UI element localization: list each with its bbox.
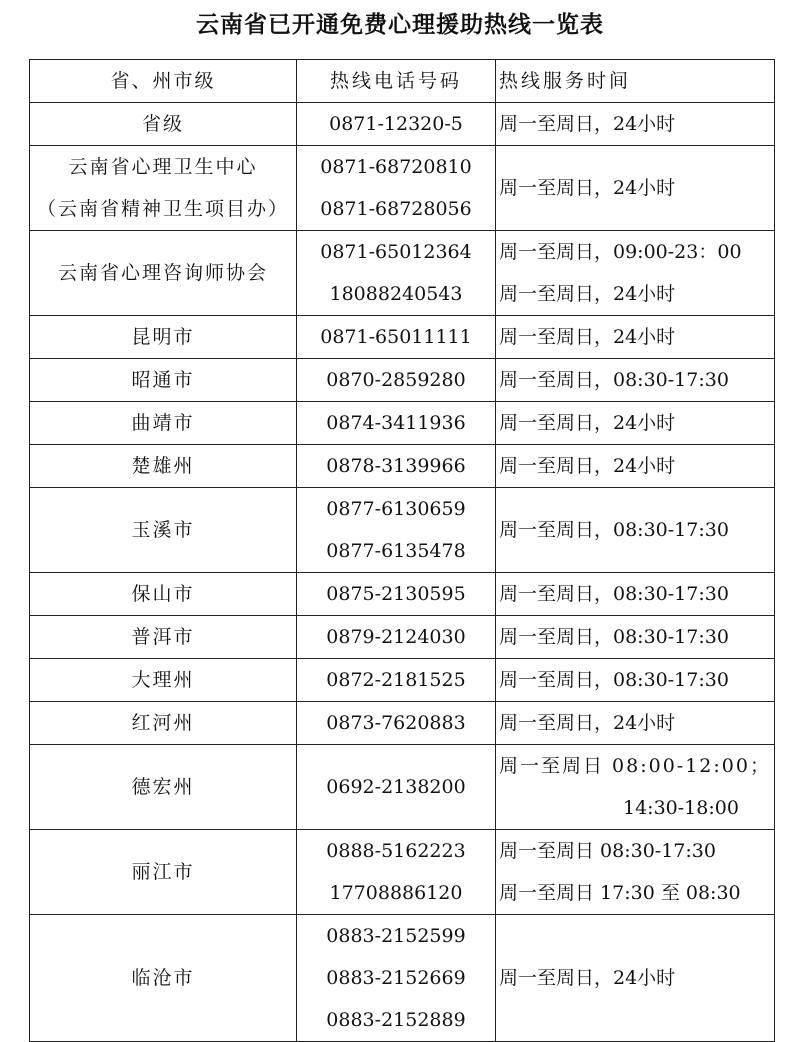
service-hours: 周一至周日，08:30-17:30 [499, 519, 729, 541]
table-row [30, 103, 775, 146]
phone-number: 0883-2152599 [326, 925, 466, 947]
region-cell: 德宏州 [30, 745, 297, 830]
service-hours: 周一至周日，24小时 [499, 412, 676, 434]
phone-number: 0873-7620883 [326, 712, 466, 734]
hours-cell [496, 146, 775, 231]
phone-cell [297, 316, 496, 359]
phone-number: 0871-68720810 [320, 156, 472, 178]
service-hours: 14:30-18:00 [623, 797, 739, 819]
header-region: 省、州市级 [30, 60, 297, 103]
service-hours: 周一至周日，24小时 [499, 113, 676, 135]
hours-cell [496, 702, 775, 745]
service-hours: 周一至周日，08:30-17:30 [499, 369, 729, 391]
table-row [30, 231, 775, 316]
table-row [30, 445, 775, 488]
table-row [30, 915, 775, 1042]
phone-cell [297, 402, 496, 445]
table-row [30, 616, 775, 659]
hours-cell [496, 231, 775, 316]
phone-cell [297, 445, 496, 488]
phone-cell [297, 745, 496, 830]
service-hours: 周一至周日，24小时 [499, 326, 676, 348]
table-row [30, 830, 775, 915]
header-row [30, 60, 775, 103]
service-hours: 周一至周日，08:30-17:30 [499, 669, 729, 691]
table-row [30, 702, 775, 745]
region-line: 云南省心理卫生中心 [68, 156, 258, 178]
region-cell: 普洱市 [30, 616, 297, 659]
hotline-table [29, 59, 775, 1042]
region-cell: 曲靖市 [30, 402, 297, 445]
phone-cell [297, 488, 496, 573]
service-hours: 周一至周日 08:00-12:00； [499, 755, 771, 777]
service-hours: 周一至周日，24小时 [499, 712, 676, 734]
table-row [30, 659, 775, 702]
phone-cell [297, 830, 496, 915]
region-cell: 大理州 [30, 659, 297, 702]
header-hours: 热线服务时间 [496, 60, 775, 103]
phone-number: 17708886120 [329, 882, 463, 904]
region-cell: 玉溪市 [30, 488, 297, 573]
region-cell: 丽江市 [30, 830, 297, 915]
service-hours: 周一至周日，24小时 [499, 283, 676, 305]
hours-cell [496, 745, 775, 830]
phone-number: 0872-2181525 [326, 669, 466, 691]
phone-number: 0874-3411936 [326, 412, 466, 434]
hours-cell [496, 915, 775, 1042]
phone-cell [297, 103, 496, 146]
phone-number: 0870-2859280 [326, 369, 466, 391]
region-cell: 昆明市 [30, 316, 297, 359]
region-cell: 省级 [30, 103, 297, 146]
table-row [30, 402, 775, 445]
service-hours: 周一至周日，09:00-23：00 [499, 241, 742, 263]
page-title: 云南省已开通免费心理援助热线一览表 [196, 12, 604, 38]
service-hours: 周一至周日 17:30 至 08:30 [499, 882, 741, 904]
phone-number: 0883-2152889 [326, 1009, 466, 1031]
phone-number: 0877-6135478 [326, 540, 466, 562]
table-row [30, 316, 775, 359]
service-hours: 周一至周日，08:30-17:30 [499, 583, 729, 605]
region-line: （云南省精神卫生项目办） [36, 198, 289, 220]
phone-number: 0883-2152669 [326, 967, 466, 989]
phone-cell [297, 659, 496, 702]
table-row [30, 573, 775, 616]
hours-cell [496, 659, 775, 702]
region-cell: 保山市 [30, 573, 297, 616]
region-cell: 楚雄州 [30, 445, 297, 488]
service-hours: 周一至周日，24小时 [499, 177, 676, 199]
phone-number: 0875-2130595 [326, 583, 466, 605]
phone-cell [297, 915, 496, 1042]
phone-number: 0692-2138200 [326, 776, 466, 798]
hours-cell [496, 616, 775, 659]
region-cell: 红河州 [30, 702, 297, 745]
phone-number: 0871-65012364 [320, 241, 472, 263]
table-row [30, 745, 775, 830]
region-cell: 昭通市 [30, 359, 297, 402]
hours-cell [496, 445, 775, 488]
header-phone: 热线电话号码 [297, 60, 496, 103]
phone-number: 0871-12320-5 [329, 113, 463, 135]
phone-cell [297, 702, 496, 745]
phone-number: 18088240543 [329, 283, 463, 305]
phone-number: 0871-65011111 [320, 326, 472, 348]
table-row [30, 359, 775, 402]
phone-cell [297, 573, 496, 616]
table-row [30, 146, 775, 231]
table-row [30, 488, 775, 573]
phone-number: 0879-2124030 [326, 626, 466, 648]
phone-cell [297, 146, 496, 231]
hours-cell [496, 359, 775, 402]
region-cell: 云南省心理咨询师协会 [30, 231, 297, 316]
phone-cell [297, 359, 496, 402]
phone-cell [297, 231, 496, 316]
phone-number: 0878-3139966 [326, 455, 466, 477]
hours-cell [496, 316, 775, 359]
hours-cell [496, 103, 775, 146]
phone-number: 0871-68728056 [320, 198, 472, 220]
hours-cell [496, 573, 775, 616]
phone-number: 0877-6130659 [326, 498, 466, 520]
service-hours: 周一至周日，24小时 [499, 967, 676, 989]
service-hours: 周一至周日，24小时 [499, 455, 676, 477]
service-hours: 周一至周日，08:30-17:30 [499, 626, 729, 648]
service-hours: 周一至周日 08:30-17:30 [499, 840, 716, 862]
phone-cell [297, 616, 496, 659]
hours-cell [496, 830, 775, 915]
region-cell [30, 146, 297, 231]
phone-number: 0888-5162223 [326, 840, 466, 862]
hours-cell [496, 488, 775, 573]
hours-cell [496, 402, 775, 445]
region-cell: 临沧市 [30, 915, 297, 1042]
